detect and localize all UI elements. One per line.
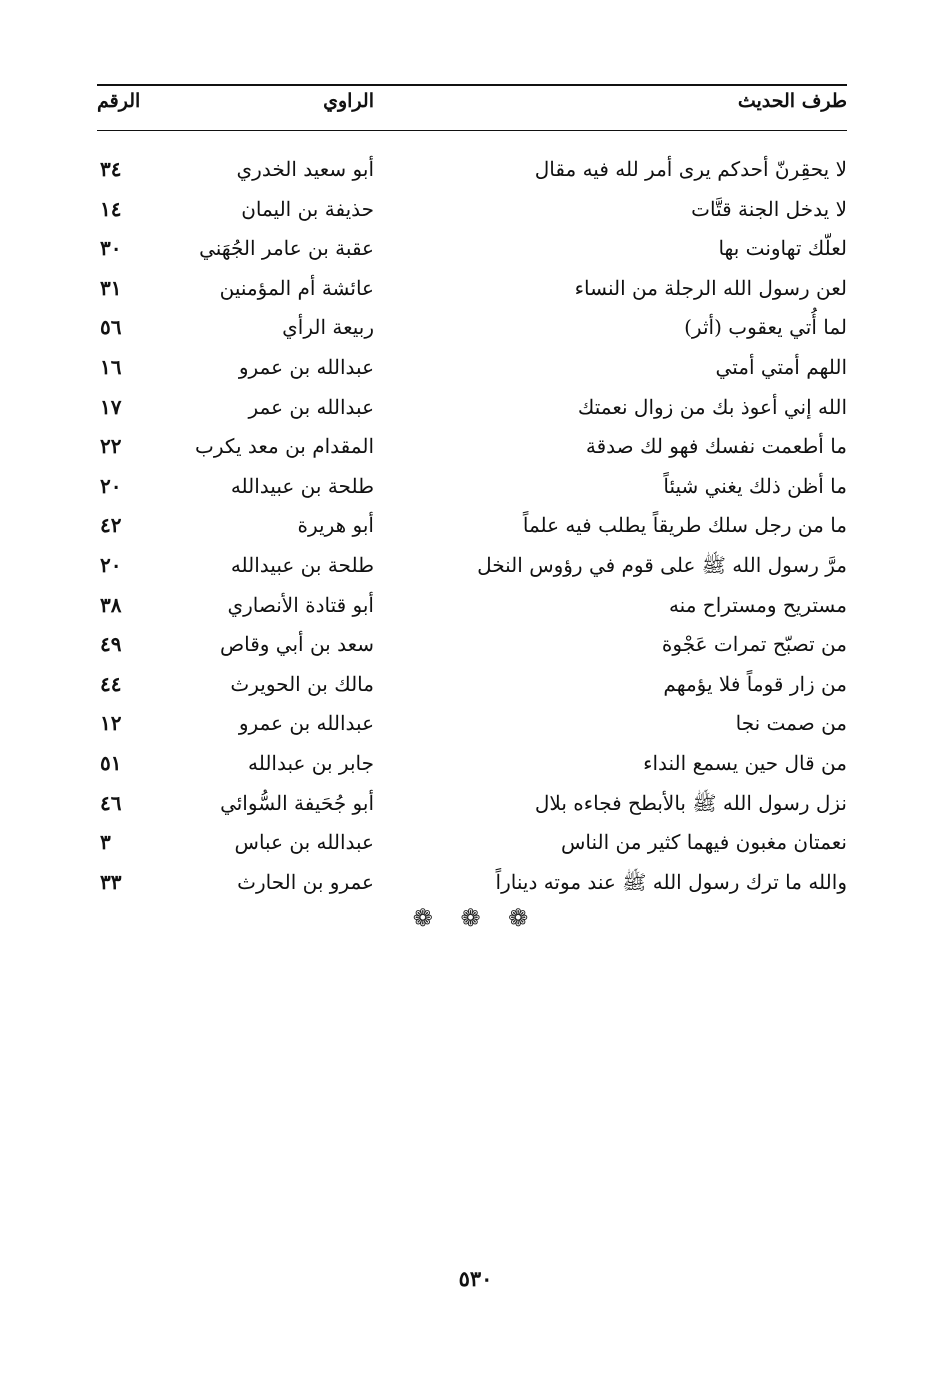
narration-cell: مرَّ رسول الله ﷺ على قوم في رؤوس النخل bbox=[477, 552, 847, 577]
number-cell: ٢٠ bbox=[100, 473, 122, 498]
table-row bbox=[97, 863, 847, 903]
narration-cell: لعلّك تهاونت بها bbox=[718, 236, 847, 261]
table-row bbox=[97, 625, 847, 665]
table-header-rule bbox=[97, 130, 847, 131]
number-cell: ٤٩ bbox=[100, 632, 122, 657]
narration-cell: من تصبّح تمرات عَجْوة bbox=[661, 632, 847, 657]
number-cell: ٥٦ bbox=[100, 315, 122, 340]
narration-cell: نزل رسول الله ﷺ بالأبطح فجاءه بلال bbox=[534, 790, 847, 815]
table-row bbox=[97, 744, 847, 784]
number-cell: ١٤ bbox=[100, 196, 122, 221]
narrator-cell: عبدالله بن عمرو bbox=[238, 711, 374, 736]
header-number: الرقم bbox=[97, 90, 141, 112]
table-row bbox=[97, 586, 847, 626]
narration-cell: لا يدخل الجنة قتَّات bbox=[691, 196, 847, 221]
table-row bbox=[97, 546, 847, 586]
number-cell: ١٧ bbox=[100, 394, 122, 419]
number-cell: ٤٦ bbox=[100, 790, 122, 815]
narrator-cell: عقبة بن عامر الجُهَني bbox=[199, 236, 374, 261]
number-cell: ٢٠ bbox=[100, 552, 122, 577]
narration-cell: ما من رجل سلك طريقاً يطلب فيه علماً bbox=[522, 513, 847, 538]
narrator-cell: عبدالله بن عمر bbox=[248, 394, 374, 419]
narrator-cell: عائشة أم المؤمنين bbox=[219, 275, 374, 300]
table-row bbox=[97, 308, 847, 348]
narration-cell: من صمت نجا bbox=[735, 711, 847, 736]
number-cell: ١٢ bbox=[100, 711, 122, 736]
table-row bbox=[97, 704, 847, 744]
narration-cell: ما أطعمت نفسك فهو لك صدقة bbox=[585, 434, 847, 459]
header-narrator: الراوي bbox=[323, 90, 374, 112]
narration-cell: لما أُتي يعقوب (أثر) bbox=[684, 315, 847, 340]
header-narration: طرف الحديث bbox=[737, 90, 847, 112]
narrator-cell: عبدالله بن عباس bbox=[234, 830, 374, 855]
page-number: ٥٣٠ bbox=[458, 1266, 493, 1291]
narration-cell: نعمتان مغبون فيهما كثير من الناس bbox=[560, 830, 847, 855]
number-cell: ٢٢ bbox=[100, 434, 122, 459]
table-header bbox=[97, 90, 847, 124]
table-row bbox=[97, 388, 847, 428]
table-row bbox=[97, 665, 847, 705]
flower-ornament-icon: ❁ ❁ ❁ bbox=[412, 904, 539, 932]
narrator-cell: ربيعة الرأي bbox=[282, 315, 374, 340]
table-top-rule bbox=[97, 84, 847, 86]
number-cell: ١٦ bbox=[100, 354, 122, 379]
number-cell: ٥١ bbox=[100, 750, 122, 775]
narrator-cell: حذيفة بن اليمان bbox=[241, 196, 374, 221]
narrator-cell: مالك بن الحويرث bbox=[230, 671, 374, 696]
table-row bbox=[97, 150, 847, 190]
narration-cell: لا يحقِرنّ أحدكم يرى أمر لله فيه مقال bbox=[534, 157, 847, 181]
number-cell: ٣١ bbox=[100, 275, 122, 300]
narration-cell: الله إني أعوذ بك من زوال نعمتك bbox=[577, 394, 847, 419]
table-row bbox=[97, 229, 847, 269]
table-row bbox=[97, 467, 847, 507]
table-row bbox=[97, 348, 847, 388]
number-cell: ٤٤ bbox=[100, 671, 122, 696]
table-row bbox=[97, 427, 847, 467]
narration-cell: والله ما ترك رسول الله ﷺ عند موته ديناراً bbox=[495, 869, 847, 894]
table-body bbox=[97, 150, 847, 902]
narration-cell: مستريح ومستراح منه bbox=[668, 592, 847, 617]
number-cell: ٤٢ bbox=[100, 513, 122, 538]
narrator-cell: طلحة بن عبيدالله bbox=[230, 552, 374, 577]
narration-cell: ما أظن ذلك يغني شيئاً bbox=[663, 473, 847, 498]
number-cell: ٣٨ bbox=[100, 592, 122, 617]
narration-cell: اللهم أمتي أمتي bbox=[715, 354, 847, 379]
narration-cell: من زار قوماً فلا يؤمهم bbox=[663, 671, 847, 696]
number-cell: ٣٠ bbox=[100, 236, 122, 261]
number-cell: ٣ bbox=[100, 830, 111, 855]
table-row bbox=[97, 506, 847, 546]
narrator-cell: أبو هريرة bbox=[297, 513, 374, 538]
table-row bbox=[97, 190, 847, 230]
narrator-cell: عبدالله بن عمرو bbox=[238, 354, 374, 379]
narrator-cell: جابر بن عبدالله bbox=[247, 750, 374, 775]
narrator-cell: سعد بن أبي وقاص bbox=[219, 632, 374, 657]
narration-cell: من قال حين يسمع النداء bbox=[643, 750, 847, 775]
narrator-cell: طلحة بن عبيدالله bbox=[230, 473, 374, 498]
narrator-cell: عمرو بن الحارث bbox=[237, 869, 374, 894]
narrator-cell: أبو جُحَيفة السُّوائي bbox=[220, 790, 374, 815]
number-cell: ٣٤ bbox=[100, 157, 122, 181]
number-cell: ٣٣ bbox=[100, 869, 122, 894]
narrator-cell: أبو سعيد الخدري bbox=[236, 157, 374, 181]
table-row bbox=[97, 784, 847, 824]
table-row bbox=[97, 269, 847, 309]
narrator-cell: أبو قتادة الأنصاري bbox=[227, 592, 374, 617]
table-row bbox=[97, 823, 847, 863]
narrator-cell: المقدام بن معد يكرب bbox=[195, 434, 374, 459]
narration-cell: لعن رسول الله الرجلة من النساء bbox=[574, 275, 847, 300]
